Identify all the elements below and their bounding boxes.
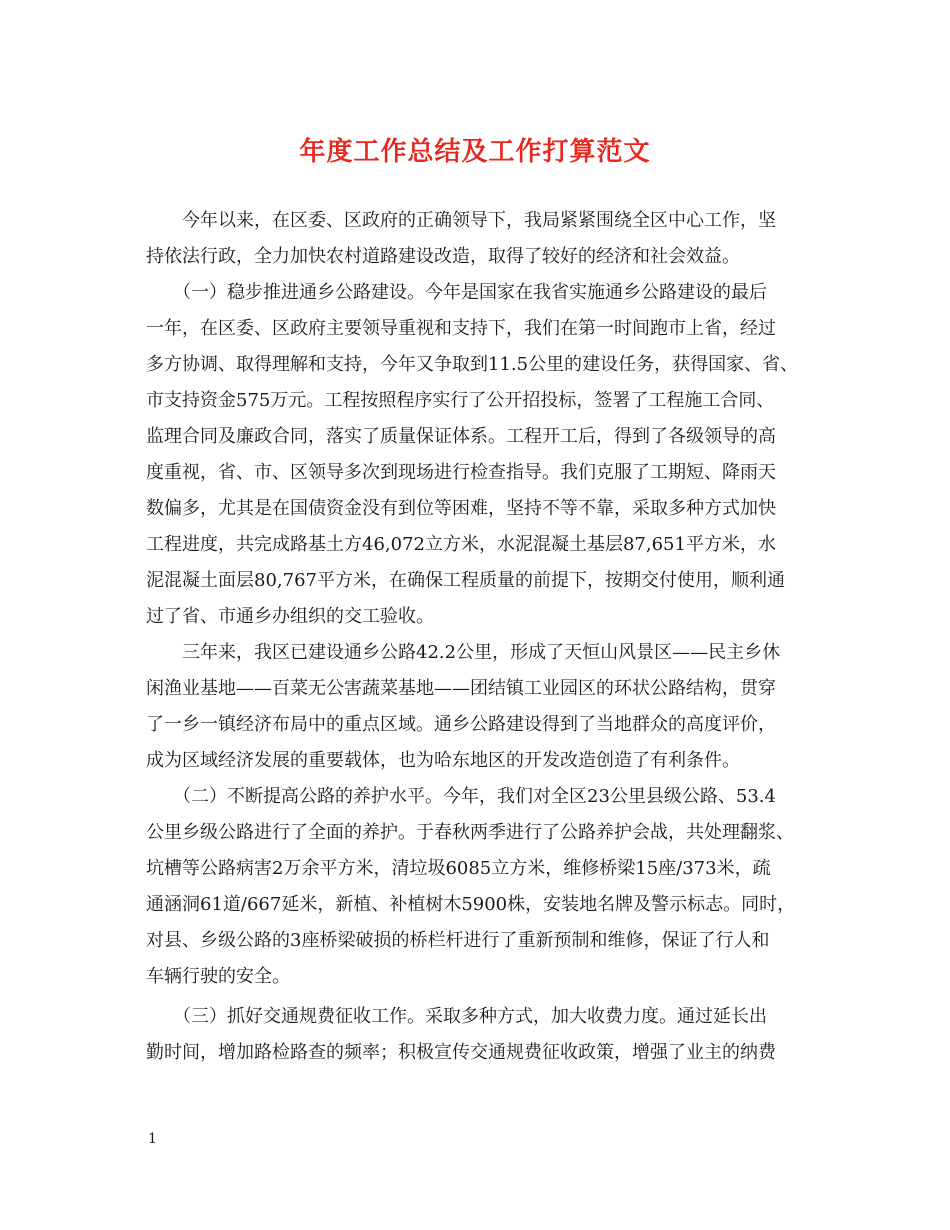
body-line: 通涵洞61道/667延米，新植、补植树木5900株，安装地名牌及警示标志。同时，	[146, 894, 796, 915]
body-line: 闲渔业基地——百菜无公害蔬菜基地——团结镇工业园区的环状公路结构，贯穿	[146, 678, 776, 699]
body-line: 成为区域经济发展的重要载体，也为哈东地区的开发改造创造了有利条件。	[146, 750, 740, 771]
body-line: 度重视，省、市、区领导多次到现场进行检查指导。我们克服了工期短、降雨天	[146, 462, 776, 483]
body-line: 数偏多，尤其是在国债资金没有到位等困难，坚持不等不靠，采取多种方式加快	[146, 498, 776, 519]
body-line: 泥混凝土面层80,767平方米，在确保工程质量的前提下，按期交付使用，顺利通	[146, 570, 785, 591]
body-line: 三年来，我区已建设通乡公路42.2公里，形成了天恒山风景区——民主乡休	[146, 642, 781, 663]
document-title: 年度工作总结及工作打算范文	[299, 137, 651, 167]
body-line: 监理合同及廉政合同，落实了质量保证体系。工程开工后，得到了各级领导的高	[146, 426, 776, 447]
body-line: 持依法行政，全力加快农村道路建设改造，取得了较好的经济和社会效益。	[146, 246, 740, 267]
body-line: 今年以来，在区委、区政府的正确领导下，我局紧紧围绕全区中心工作，坚	[146, 210, 776, 231]
body-line: （三）抓好交通规费征收工作。采取多种方式，加大收费力度。通过延长出	[146, 1006, 767, 1027]
body-line: 过了省、市通乡办组织的交工验收。	[146, 606, 434, 627]
body-line: 市支持资金575万元。工程按照程序实行了公开招投标，签署了工程施工合同、	[146, 390, 775, 411]
body-line: 公里乡级公路进行了全面的养护。于春秋两季进行了公路养护会战，共处理翻浆、	[146, 822, 794, 843]
page-number: 1	[148, 1131, 157, 1147]
body-line: 了一乡一镇经济布局中的重点区域。通乡公路建设得到了当地群众的高度评价，	[146, 714, 776, 735]
body-line: 工程进度，共完成路基土方46,072立方米，水泥混凝土基层87,651平方米，水	[146, 534, 776, 555]
body-line: （一）稳步推进通乡公路建设。今年是国家在我省实施通乡公路建设的最后	[146, 282, 767, 303]
body-line: 车辆行驶的安全。	[146, 966, 290, 987]
body-line: 多方协调、取得理解和支持，今年又争取到11.5公里的建设任务，获得国家、省、	[146, 354, 799, 375]
body-line: 勤时间，增加路检路查的频率；积极宣传交通规费征收政策，增强了业主的纳费	[146, 1042, 776, 1063]
body-line: 对县、乡级公路的3座桥梁破损的桥栏杆进行了重新预制和维修，保证了行人和	[146, 930, 770, 951]
body-line: 一年，在区委、区政府主要领导重视和支持下，我们在第一时间跑市上省，经过	[146, 318, 776, 339]
body-line: （二）不断提高公路的养护水平。今年，我们对全区23公里县级公路、53.4	[146, 786, 776, 807]
body-line: 坑槽等公路病害2万余平方米，清垃圾6085立方米，维修桥梁15座/373米，疏	[146, 858, 771, 879]
